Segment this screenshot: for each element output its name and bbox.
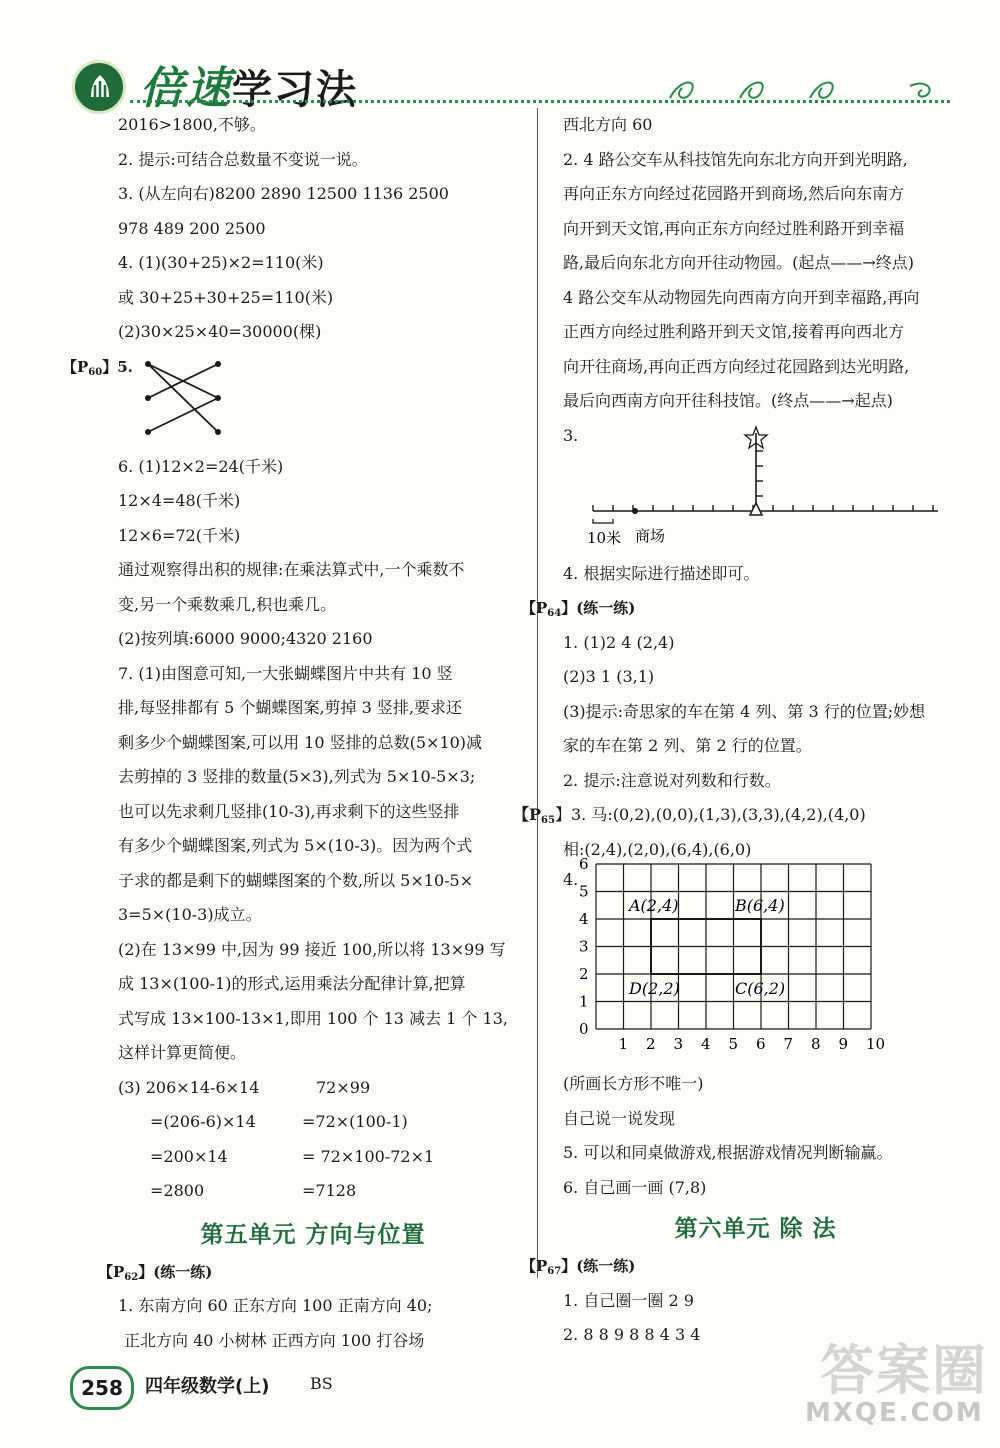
- x-tick-label: 7: [783, 1035, 794, 1053]
- y-tick-label: 2: [579, 965, 589, 983]
- answer-line: (所画长方形不唯一): [563, 1074, 704, 1093]
- x-tick-label: 9: [838, 1035, 849, 1053]
- point-a-label: A(2,4): [629, 896, 679, 915]
- right-column: [513, 108, 948, 1353]
- page-ref-p60: 【$P_{60}$】5.: [62, 357, 133, 378]
- answer-line: 4 路公交车从动物园先向西南方向开到幸福路,再向: [563, 287, 920, 307]
- answer-line: 4. 根据实际进行描述即可。: [563, 563, 760, 583]
- x-tick-label: 4: [701, 1035, 711, 1053]
- page-ref-p64: 【$P_{64}$】(练一练): [521, 599, 636, 619]
- answer-line: (2)30×25×40=30000(棵): [118, 322, 322, 341]
- column-divider: [537, 108, 538, 1278]
- page-ref-p62: 【$P_{62}$】(练一练): [98, 1262, 213, 1283]
- calc-right: = 72×100-72×1: [302, 1146, 435, 1166]
- shop-label: 商场: [635, 526, 666, 545]
- answer-line: 3. (从左向右)8200 2890 12500 1136 2500: [118, 184, 449, 203]
- answer-line: 5. 可以和同桌做游戏,根据游戏情况判断输赢。: [563, 1143, 893, 1162]
- answer-line: 式写成 13×100-13×1,即用 100 个 13 减去 1 个 13,: [118, 1008, 508, 1028]
- answer-line: 成 13×(100-1)的形式,运用乘法分配律计算,把算: [118, 974, 466, 993]
- x-tick-label: 3: [673, 1035, 684, 1053]
- answer-line: 2. 4 路公交车从科技馆先向东北方向开到光明路,: [563, 149, 908, 169]
- answer-line: 向开往商场,再向正西方向经过花园路到达光明路,: [563, 356, 910, 376]
- answer-line: 也可以先求剩几竖排(10-3),再求剩下的这些竖排: [118, 801, 460, 821]
- watermark-logo: 答案圈: [820, 1339, 988, 1402]
- page-ref-p67-row: [521, 1249, 948, 1284]
- calc-left: =(206-6)×14: [150, 1112, 256, 1131]
- answer-line: 2. 提示:注意说对列数和行数。: [563, 770, 781, 790]
- point-b-label: B(6,4): [735, 896, 785, 915]
- answer-line: 7. (1)由图意可知,一大张蝴蝶图片中共有 10 竖: [118, 663, 453, 683]
- answer-line: 正北方向 40 小树林 正西方向 100 打谷场: [124, 1330, 425, 1350]
- calc-row: [118, 1140, 508, 1175]
- brand-sub: 学习法: [232, 67, 358, 113]
- matching-figure-block: [62, 350, 508, 450]
- answer-line: 这样计算更简便。: [118, 1043, 247, 1062]
- book-title: 四年级数学(上): [145, 1376, 270, 1397]
- calc-right: =72×(100-1): [302, 1112, 408, 1131]
- page-ref-p62-row: [98, 1255, 508, 1290]
- coordinate-grid-block: [563, 855, 948, 1067]
- page-header: [0, 0, 1000, 114]
- answer-line: 2. 提示:可结合总数量不变说一说。: [118, 149, 368, 169]
- answer-line: 1. 自己圈一圈 2 9: [563, 1290, 694, 1310]
- x-tick-label: 8: [811, 1035, 821, 1053]
- book-logo-icon: [72, 60, 126, 114]
- answer-line: 6. (1)12×2=24(千米): [118, 456, 284, 476]
- answer-line: 2016>1800,不够。: [118, 115, 266, 134]
- answer-line: (2)3 1 (3,1): [563, 667, 655, 686]
- y-tick-label: 4: [579, 910, 589, 928]
- scale-label: 10米: [587, 528, 622, 547]
- y-tick-label: 1: [579, 992, 589, 1011]
- triangle-origin-icon: [750, 503, 762, 515]
- item-number: 4.: [563, 870, 579, 889]
- y-tick-label: 0: [579, 1020, 589, 1038]
- page-ref-p67: 【$P_{67}$】(练一练): [521, 1257, 636, 1277]
- x-tick-label: 1: [618, 1035, 629, 1053]
- answer-line: (2)在 13×99 中,因为 99 接近 100,所以将 13×99 写: [118, 939, 506, 959]
- answer-line: 978 489 200 2500: [118, 218, 266, 238]
- watermark-url: MXQE.COM: [805, 1398, 984, 1428]
- calc-left: =2800: [150, 1181, 205, 1200]
- answer-line: 3=5×(10-3)成立。: [118, 905, 262, 924]
- route-number-line-figure: [583, 419, 953, 557]
- answer-line: 6. 自己画一画 (7,8): [563, 1177, 707, 1197]
- answer-line: 12×4=48(千米): [118, 491, 241, 510]
- y-tick-label: 3: [579, 937, 589, 956]
- answer-line: (2)按列填:6000 9000;4320 2160: [118, 629, 373, 648]
- answer-line: 2. 8 8 9 8 8 4 3 4: [563, 1325, 701, 1344]
- x-tick-label: 5: [728, 1035, 739, 1053]
- point-d-label: D(2,2): [629, 979, 680, 998]
- answer-line: 最后向西南方向开往科技馆。(终点——→起点): [563, 391, 893, 410]
- answer-line: 正西方向经过胜利路开到天文馆,接着再向西北方: [563, 322, 905, 341]
- brand-main: 倍速: [140, 63, 232, 114]
- calc-left: =200×14: [150, 1146, 228, 1166]
- answer-line: 去剪掉的 3 竖排的数量(5×3),列式为 5×10-5×3;: [118, 767, 476, 786]
- y-tick-label: 5: [579, 882, 589, 901]
- answer-line: 家的车在第 2 列、第 2 行的位置。: [563, 736, 812, 755]
- answer-line: 1. (1)2 4 (2,4): [563, 632, 675, 652]
- page-ref-p65-row: [513, 798, 948, 833]
- calc-row: [118, 1105, 508, 1140]
- page-ref-p64-row: [521, 591, 948, 626]
- line-matching-figure: [138, 356, 248, 446]
- answer-line: 路,最后向东北方向开往动物园。(起点——→终点): [563, 253, 914, 272]
- unit-six-title: 第六单元 除 法: [674, 1216, 837, 1242]
- coordinate-grid-figure: [579, 855, 919, 1067]
- item-number: 3.: [563, 425, 579, 445]
- calc-right: =7128: [302, 1181, 357, 1200]
- answer-line: 有多少个蝴蝶图案,列式为 5×(10-3)。因为两个式: [118, 836, 473, 855]
- answer-line: 西北方向 60: [563, 115, 653, 134]
- answer-line: 自己说一说发现: [563, 1108, 676, 1128]
- page-number: 258: [70, 1366, 134, 1410]
- answer-line: 向开到天文馆,再向正东方向经过胜利路开到幸福: [563, 218, 905, 238]
- answer-line: 剩多少个蝴蝶图案,可以用 10 竖排的总数(5×10)减: [118, 732, 483, 752]
- shop-point-icon: [632, 508, 638, 514]
- answer-line: 子求的都是剩下的蝴蝶图案的个数,所以 5×10-5×: [118, 870, 474, 890]
- answer-line: 1. 东南方向 60 正东方向 100 正南方向 40;: [118, 1296, 433, 1315]
- brand-title: [140, 52, 358, 116]
- calc-left: (3) 206×14-6×14: [118, 1077, 260, 1097]
- answer-line: 12×6=72(千米): [118, 525, 241, 545]
- answer-line: 变,另一个乘数乘几,积也乘几。: [118, 594, 337, 614]
- answer-line: (3)提示:奇思家的车在第 4 列、第 3 行的位置;妙想: [563, 701, 926, 721]
- answer-line: 再向正东方向经过花园路开到商场,然后向东南方: [563, 184, 905, 203]
- point-c-label: C(6,2): [735, 979, 786, 998]
- answer-line: 4. (1)(30+25)×2=110(米): [118, 253, 324, 272]
- calc-right: 72×99: [316, 1077, 371, 1097]
- x-tick-label: 10: [866, 1035, 886, 1053]
- calc-row: [118, 1071, 508, 1106]
- header-dotted-rule: [130, 100, 950, 103]
- answer-line: 相:(2,4),(2,0),(6,4),(6,0): [563, 839, 752, 859]
- unit-five-title: 第五单元 方向与位置: [200, 1221, 426, 1248]
- edition-label: BS: [310, 1374, 333, 1393]
- answer-line: 通过观察得出积的规律:在乘法算式中,一个乘数不: [118, 560, 465, 579]
- scale-bracket-icon: [593, 519, 613, 523]
- x-tick-label: 2: [646, 1035, 656, 1053]
- page-ref-p65: 【$P_{65}$】3. 马:(0,2),(0,0),(1,3),(3,3),(4,2),(4,0): [513, 805, 866, 826]
- y-tick-label: 6: [579, 855, 589, 873]
- answer-line: 排,每竖排都有 5 个蝴蝶图案,剪掉 3 竖排,要求还: [118, 698, 462, 717]
- route-figure-block: [563, 419, 948, 557]
- x-tick-label: 6: [756, 1035, 766, 1053]
- calc-row: [118, 1174, 508, 1209]
- left-column: [62, 108, 508, 1358]
- answer-line: 或 30+25+30+25=110(米): [118, 287, 334, 307]
